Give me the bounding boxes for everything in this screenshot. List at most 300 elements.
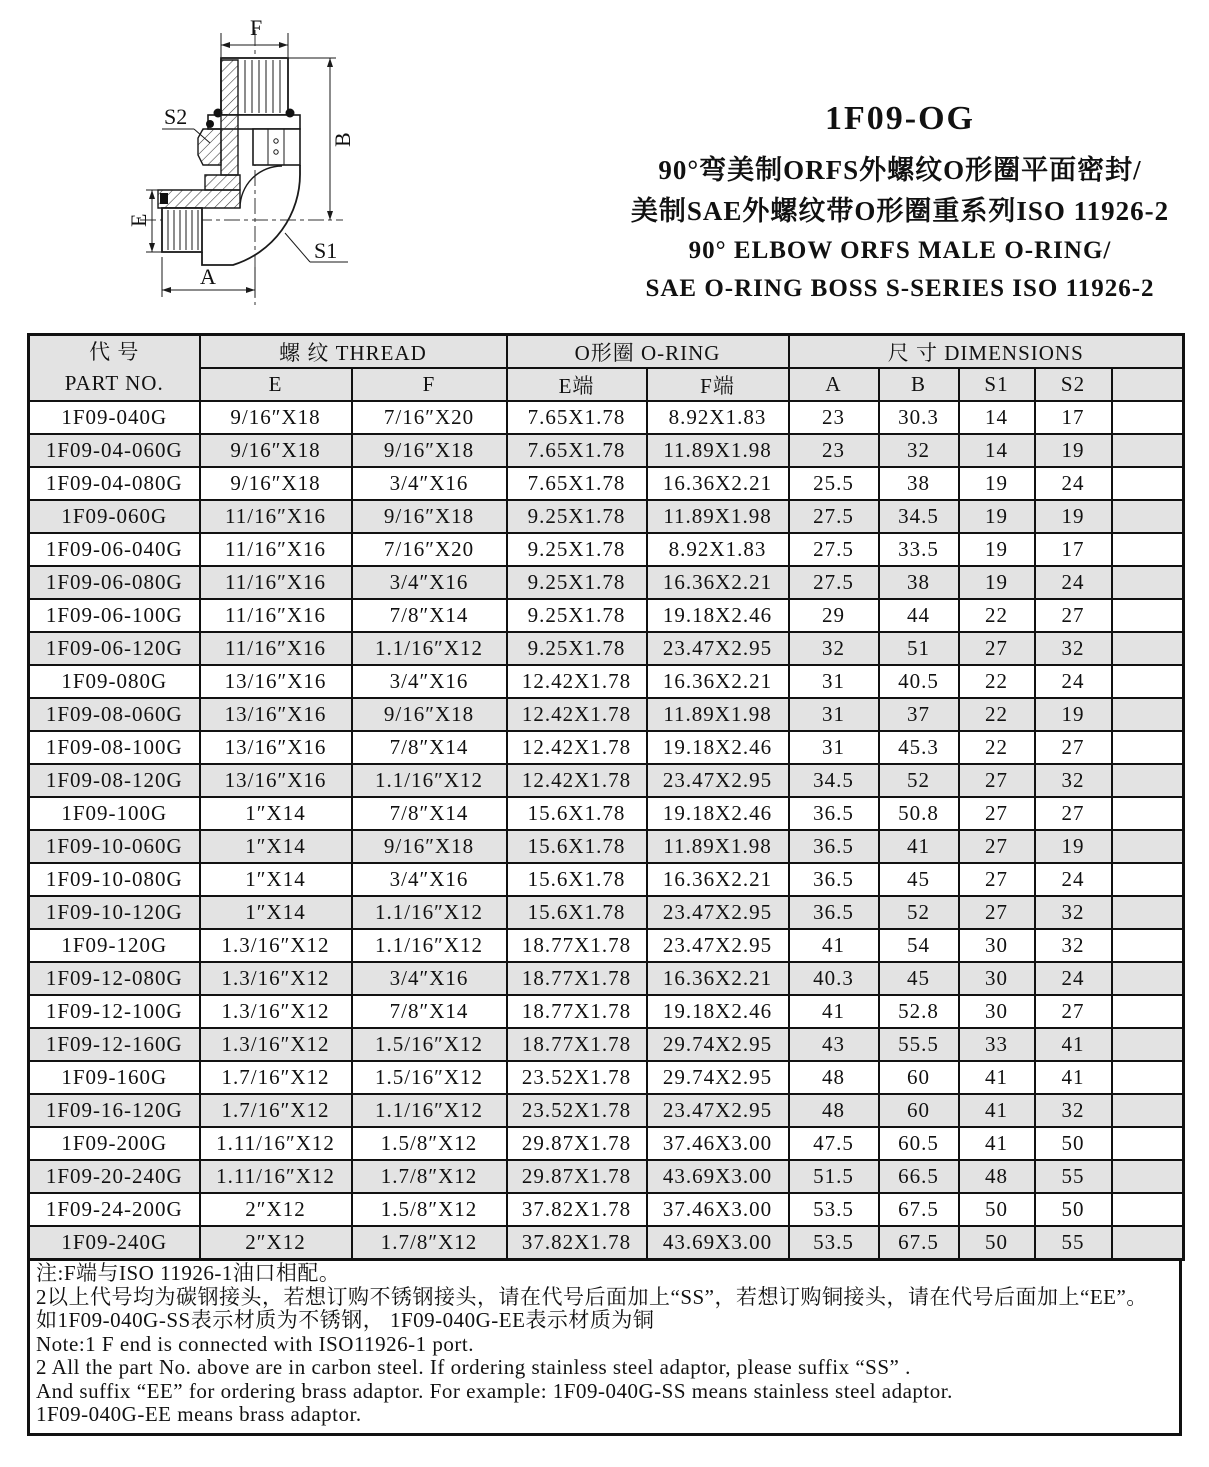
value-cell: 52 bbox=[879, 896, 959, 929]
title-chinese-line2: 美制SAE外螺纹带O形圈重系列ISO 11926-2 bbox=[630, 196, 1170, 226]
value-cell: 32 bbox=[1035, 896, 1112, 929]
value-cell: 7/8″X14 bbox=[352, 599, 507, 632]
value-cell: 19.18X2.46 bbox=[647, 599, 789, 632]
value-cell: 32 bbox=[1035, 1094, 1112, 1127]
value-cell: 24 bbox=[1035, 962, 1112, 995]
empty-cell bbox=[1112, 830, 1184, 863]
empty-cell bbox=[1112, 698, 1184, 731]
value-cell: 41 bbox=[789, 929, 879, 962]
value-cell: 9/16″X18 bbox=[352, 830, 507, 863]
dimension-table bbox=[27, 333, 1185, 1261]
value-cell: 51 bbox=[879, 632, 959, 665]
part-no-label-en: PART NO. bbox=[64, 371, 164, 395]
column-header-s2: S2 bbox=[1035, 368, 1112, 401]
table-row bbox=[29, 962, 1184, 995]
value-cell: 12.42X1.78 bbox=[507, 764, 647, 797]
value-cell: 50.8 bbox=[879, 797, 959, 830]
part-no-cell: 1F09-04-060G bbox=[29, 434, 200, 467]
value-cell: 1.5/16″X12 bbox=[352, 1028, 507, 1061]
value-cell: 31 bbox=[789, 731, 879, 764]
value-cell: 16.36X2.21 bbox=[647, 566, 789, 599]
value-cell: 50 bbox=[1035, 1127, 1112, 1160]
value-cell: 27 bbox=[959, 863, 1035, 896]
value-cell: 50 bbox=[1035, 1193, 1112, 1226]
value-cell: 11/16″X16 bbox=[200, 566, 352, 599]
value-cell: 52.8 bbox=[879, 995, 959, 1028]
value-cell: 48 bbox=[789, 1061, 879, 1094]
value-cell: 29.87X1.78 bbox=[507, 1127, 647, 1160]
value-cell: 30 bbox=[959, 929, 1035, 962]
value-cell: 36.5 bbox=[789, 797, 879, 830]
value-cell: 32 bbox=[879, 434, 959, 467]
value-cell: 9.25X1.78 bbox=[507, 533, 647, 566]
value-cell: 15.6X1.78 bbox=[507, 896, 647, 929]
value-cell: 37.46X3.00 bbox=[647, 1127, 789, 1160]
value-cell: 1.5/8″X12 bbox=[352, 1193, 507, 1226]
part-no-label-cn: 代 号 bbox=[89, 340, 140, 364]
value-cell: 1.5/16″X12 bbox=[352, 1061, 507, 1094]
value-cell: 9.25X1.78 bbox=[507, 500, 647, 533]
value-cell: 9/16″X18 bbox=[352, 500, 507, 533]
value-cell: 55 bbox=[1035, 1226, 1112, 1260]
empty-cell bbox=[1112, 1226, 1184, 1260]
value-cell: 27 bbox=[1035, 599, 1112, 632]
table-row bbox=[29, 731, 1184, 764]
value-cell: 19.18X2.46 bbox=[647, 797, 789, 830]
value-cell: 8.92X1.83 bbox=[647, 533, 789, 566]
value-cell: 14 bbox=[959, 434, 1035, 467]
value-cell: 50 bbox=[959, 1226, 1035, 1260]
value-cell: 30 bbox=[959, 995, 1035, 1028]
column-header-s1: S1 bbox=[959, 368, 1035, 401]
part-no-cell: 1F09-060G bbox=[29, 500, 200, 533]
column-header-e端: E端 bbox=[507, 368, 647, 401]
value-cell: 11.89X1.98 bbox=[647, 500, 789, 533]
value-cell: 38 bbox=[879, 467, 959, 500]
value-cell: 33.5 bbox=[879, 533, 959, 566]
value-cell: 17 bbox=[1035, 401, 1112, 434]
value-cell: 1″X14 bbox=[200, 830, 352, 863]
value-cell: 23.52X1.78 bbox=[507, 1061, 647, 1094]
table-row bbox=[29, 434, 1184, 467]
part-no-cell: 1F09-12-080G bbox=[29, 962, 200, 995]
part-series-number: 1F09-OG bbox=[825, 100, 975, 137]
value-cell: 19.18X2.46 bbox=[647, 995, 789, 1028]
table-row bbox=[29, 797, 1184, 830]
empty-cell bbox=[1112, 863, 1184, 896]
value-cell: 36.5 bbox=[789, 830, 879, 863]
value-cell: 32 bbox=[1035, 632, 1112, 665]
value-cell: 40.3 bbox=[789, 962, 879, 995]
value-cell: 22 bbox=[959, 599, 1035, 632]
value-cell: 7/16″X20 bbox=[352, 401, 507, 434]
dim-label-A: A bbox=[200, 264, 216, 289]
col-header-part-no bbox=[29, 335, 200, 402]
value-cell: 24 bbox=[1035, 665, 1112, 698]
value-cell: 22 bbox=[959, 698, 1035, 731]
value-cell: 23.47X2.95 bbox=[647, 929, 789, 962]
value-cell: 33 bbox=[959, 1028, 1035, 1061]
value-cell: 27.5 bbox=[789, 566, 879, 599]
part-no-cell: 1F09-08-120G bbox=[29, 764, 200, 797]
value-cell: 19 bbox=[959, 467, 1035, 500]
empty-cell bbox=[1112, 962, 1184, 995]
value-cell: 41 bbox=[959, 1061, 1035, 1094]
note-line: And suffix “EE” for ordering brass adaptor. For example: 1F09-040G-SS means stainless steel adaptor. bbox=[36, 1379, 953, 1403]
value-cell: 11.89X1.98 bbox=[647, 698, 789, 731]
value-cell: 17 bbox=[1035, 533, 1112, 566]
note-line: Note:1 F end is connected with ISO11926-1 port. bbox=[36, 1332, 474, 1356]
value-cell: 1.3/16″X12 bbox=[200, 962, 352, 995]
value-cell: 1.1/16″X12 bbox=[352, 896, 507, 929]
value-cell: 37.82X1.78 bbox=[507, 1193, 647, 1226]
value-cell: 55.5 bbox=[879, 1028, 959, 1061]
value-cell: 3/4″X16 bbox=[352, 566, 507, 599]
empty-cell bbox=[1112, 731, 1184, 764]
elbow-fitting-svg bbox=[100, 5, 520, 335]
table-row bbox=[29, 698, 1184, 731]
value-cell: 1.7/16″X12 bbox=[200, 1061, 352, 1094]
column-header-e: E bbox=[200, 368, 352, 401]
table-row bbox=[29, 1028, 1184, 1061]
value-cell: 7.65X1.78 bbox=[507, 434, 647, 467]
empty-cell bbox=[1112, 1061, 1184, 1094]
value-cell: 16.36X2.21 bbox=[647, 863, 789, 896]
section-wall-step bbox=[205, 175, 240, 190]
part-no-cell: 1F09-06-100G bbox=[29, 599, 200, 632]
part-no-cell: 1F09-12-160G bbox=[29, 1028, 200, 1061]
value-cell: 31 bbox=[789, 698, 879, 731]
empty-cell bbox=[1112, 995, 1184, 1028]
value-cell: 18.77X1.78 bbox=[507, 995, 647, 1028]
empty-cell bbox=[1112, 500, 1184, 533]
value-cell: 7/8″X14 bbox=[352, 797, 507, 830]
dim-label-S1: S1 bbox=[314, 238, 338, 263]
value-cell: 45.3 bbox=[879, 731, 959, 764]
value-cell: 7.65X1.78 bbox=[507, 467, 647, 500]
column-header-a: A bbox=[789, 368, 879, 401]
value-cell: 23.52X1.78 bbox=[507, 1094, 647, 1127]
value-cell: 41 bbox=[789, 995, 879, 1028]
part-no-cell: 1F09-08-100G bbox=[29, 731, 200, 764]
value-cell: 13/16″X16 bbox=[200, 731, 352, 764]
value-cell: 60.5 bbox=[879, 1127, 959, 1160]
value-cell: 41 bbox=[959, 1127, 1035, 1160]
value-cell: 36.5 bbox=[789, 863, 879, 896]
value-cell: 23.47X2.95 bbox=[647, 896, 789, 929]
value-cell: 9.25X1.78 bbox=[507, 632, 647, 665]
table-row bbox=[29, 896, 1184, 929]
value-cell: 7/8″X14 bbox=[352, 731, 507, 764]
empty-cell bbox=[1112, 566, 1184, 599]
part-no-cell: 1F09-04-080G bbox=[29, 467, 200, 500]
o-ring-wing bbox=[206, 120, 214, 128]
value-cell: 29.87X1.78 bbox=[507, 1160, 647, 1193]
value-cell: 16.36X2.21 bbox=[647, 467, 789, 500]
value-cell: 19 bbox=[959, 500, 1035, 533]
value-cell: 14 bbox=[959, 401, 1035, 434]
note-line: 2以上代号均为碳钢接头，若想订购不锈钢接头，请在代号后面加上“SS”，若想订购铜接头，请在代号后面加上“EE”。 bbox=[36, 1285, 1148, 1309]
value-cell: 40.5 bbox=[879, 665, 959, 698]
value-cell: 15.6X1.78 bbox=[507, 863, 647, 896]
table-row bbox=[29, 500, 1184, 533]
value-cell: 32 bbox=[1035, 929, 1112, 962]
value-cell: 41 bbox=[959, 1094, 1035, 1127]
value-cell: 3/4″X16 bbox=[352, 863, 507, 896]
part-no-cell: 1F09-100G bbox=[29, 797, 200, 830]
value-cell: 13/16″X16 bbox=[200, 764, 352, 797]
value-cell: 34.5 bbox=[879, 500, 959, 533]
empty-cell bbox=[1112, 1094, 1184, 1127]
value-cell: 55 bbox=[1035, 1160, 1112, 1193]
value-cell: 27 bbox=[959, 632, 1035, 665]
value-cell: 67.5 bbox=[879, 1193, 959, 1226]
value-cell: 1.1/16″X12 bbox=[352, 632, 507, 665]
table-row bbox=[29, 599, 1184, 632]
value-cell: 25.5 bbox=[789, 467, 879, 500]
table-row bbox=[29, 863, 1184, 896]
value-cell: 27 bbox=[959, 797, 1035, 830]
table-row bbox=[29, 1160, 1184, 1193]
value-cell: 7/16″X20 bbox=[352, 533, 507, 566]
value-cell: 13/16″X16 bbox=[200, 665, 352, 698]
empty-cell bbox=[1112, 896, 1184, 929]
value-cell: 9.25X1.78 bbox=[507, 566, 647, 599]
part-no-cell: 1F09-200G bbox=[29, 1127, 200, 1160]
value-cell: 9/16″X18 bbox=[352, 698, 507, 731]
value-cell: 30 bbox=[959, 962, 1035, 995]
value-cell: 3/4″X16 bbox=[352, 665, 507, 698]
value-cell: 47.5 bbox=[789, 1127, 879, 1160]
value-cell: 3/4″X16 bbox=[352, 467, 507, 500]
dim-label-F: F bbox=[250, 15, 263, 40]
value-cell: 29 bbox=[789, 599, 879, 632]
part-no-cell: 1F09-10-060G bbox=[29, 830, 200, 863]
title-english-line2: SAE O-RING BOSS S-SERIES ISO 11926-2 bbox=[645, 275, 1155, 302]
value-cell: 16.36X2.21 bbox=[647, 962, 789, 995]
value-cell: 19.18X2.46 bbox=[647, 731, 789, 764]
table-row bbox=[29, 1094, 1184, 1127]
o-ring-right bbox=[286, 109, 295, 118]
part-no-cell: 1F09-16-120G bbox=[29, 1094, 200, 1127]
value-cell: 9/16″X18 bbox=[200, 467, 352, 500]
value-cell: 13/16″X16 bbox=[200, 698, 352, 731]
value-cell: 23.47X2.95 bbox=[647, 764, 789, 797]
value-cell: 2″X12 bbox=[200, 1193, 352, 1226]
value-cell: 31 bbox=[789, 665, 879, 698]
section-wall-vertical bbox=[221, 60, 238, 175]
value-cell: 67.5 bbox=[879, 1226, 959, 1260]
value-cell: 66.5 bbox=[879, 1160, 959, 1193]
value-cell: 3/4″X16 bbox=[352, 962, 507, 995]
empty-cell bbox=[1112, 665, 1184, 698]
value-cell: 24 bbox=[1035, 863, 1112, 896]
value-cell: 9/16″X18 bbox=[200, 434, 352, 467]
empty-cell bbox=[1112, 1028, 1184, 1061]
value-cell: 15.6X1.78 bbox=[507, 797, 647, 830]
table-row bbox=[29, 929, 1184, 962]
value-cell: 24 bbox=[1035, 467, 1112, 500]
value-cell: 27 bbox=[959, 896, 1035, 929]
table-row bbox=[29, 830, 1184, 863]
value-cell: 7.65X1.78 bbox=[507, 401, 647, 434]
column-header-f端: F端 bbox=[647, 368, 789, 401]
value-cell: 60 bbox=[879, 1061, 959, 1094]
dim-label-S2: S2 bbox=[164, 104, 188, 129]
empty-cell bbox=[1112, 1193, 1184, 1226]
value-cell: 19 bbox=[1035, 500, 1112, 533]
table-row bbox=[29, 1127, 1184, 1160]
col-header-oring: O形圈 O-RING bbox=[507, 335, 789, 369]
table-row bbox=[29, 1061, 1184, 1094]
part-no-cell: 1F09-06-120G bbox=[29, 632, 200, 665]
dim-label-E: E bbox=[126, 213, 151, 227]
value-cell: 41 bbox=[879, 830, 959, 863]
table-row bbox=[29, 467, 1184, 500]
value-cell: 12.42X1.78 bbox=[507, 731, 647, 764]
value-cell: 11/16″X16 bbox=[200, 632, 352, 665]
dimension-table-wrap bbox=[27, 333, 1182, 1261]
value-cell: 53.5 bbox=[789, 1226, 879, 1260]
value-cell: 44 bbox=[879, 599, 959, 632]
part-no-cell: 1F09-10-120G bbox=[29, 896, 200, 929]
value-cell: 43 bbox=[789, 1028, 879, 1061]
empty-cell bbox=[1112, 797, 1184, 830]
value-cell: 1″X14 bbox=[200, 797, 352, 830]
part-no-cell: 1F09-160G bbox=[29, 1061, 200, 1094]
value-cell: 18.77X1.78 bbox=[507, 929, 647, 962]
part-no-cell: 1F09-080G bbox=[29, 665, 200, 698]
column-header-f: F bbox=[352, 368, 507, 401]
table-row bbox=[29, 632, 1184, 665]
value-cell: 34.5 bbox=[789, 764, 879, 797]
note-line: 1F09-040G-EE means brass adaptor. bbox=[36, 1403, 362, 1426]
part-no-cell: 1F09-12-100G bbox=[29, 995, 200, 1028]
value-cell: 45 bbox=[879, 863, 959, 896]
value-cell: 43.69X3.00 bbox=[647, 1226, 789, 1260]
value-cell: 1.11/16″X12 bbox=[200, 1160, 352, 1193]
part-no-cell: 1F09-10-080G bbox=[29, 863, 200, 896]
value-cell: 18.77X1.78 bbox=[507, 962, 647, 995]
value-cell: 1.3/16″X12 bbox=[200, 1028, 352, 1061]
empty-cell bbox=[1112, 434, 1184, 467]
table-row bbox=[29, 1226, 1184, 1260]
value-cell: 27.5 bbox=[789, 500, 879, 533]
elbow-bore-curve bbox=[240, 166, 282, 208]
value-cell: 11/16″X16 bbox=[200, 533, 352, 566]
value-cell: 1.3/16″X12 bbox=[200, 995, 352, 1028]
value-cell: 27 bbox=[1035, 995, 1112, 1028]
empty-cell bbox=[1112, 1160, 1184, 1193]
value-cell: 53.5 bbox=[789, 1193, 879, 1226]
value-cell: 11.89X1.98 bbox=[647, 830, 789, 863]
value-cell: 23.47X2.95 bbox=[647, 1094, 789, 1127]
value-cell: 36.5 bbox=[789, 896, 879, 929]
part-no-cell: 1F09-120G bbox=[29, 929, 200, 962]
value-cell: 19 bbox=[1035, 830, 1112, 863]
table-row bbox=[29, 533, 1184, 566]
part-no-cell: 1F09-20-240G bbox=[29, 1160, 200, 1193]
value-cell: 37 bbox=[879, 698, 959, 731]
value-cell: 23 bbox=[789, 401, 879, 434]
elbow-fitting-drawing bbox=[100, 5, 520, 335]
value-cell: 11/16″X16 bbox=[200, 500, 352, 533]
group-header-row bbox=[29, 335, 1184, 369]
value-cell: 23.47X2.95 bbox=[647, 632, 789, 665]
title-chinese-line1: 90°弯美制ORFS外螺纹O形圈平面密封/ bbox=[658, 155, 1142, 185]
value-cell: 9.25X1.78 bbox=[507, 599, 647, 632]
value-cell: 32 bbox=[789, 632, 879, 665]
value-cell: 12.42X1.78 bbox=[507, 698, 647, 731]
value-cell: 50 bbox=[959, 1193, 1035, 1226]
table-row bbox=[29, 995, 1184, 1028]
empty-cell bbox=[1112, 467, 1184, 500]
section-hex-wing-s2 bbox=[198, 129, 221, 165]
value-cell: 37.82X1.78 bbox=[507, 1226, 647, 1260]
value-cell: 52 bbox=[879, 764, 959, 797]
note-line: 注:F端与ISO 11926-1油口相配。 bbox=[36, 1262, 341, 1285]
value-cell: 41 bbox=[1035, 1061, 1112, 1094]
empty-cell bbox=[1112, 599, 1184, 632]
value-cell: 43.69X3.00 bbox=[647, 1160, 789, 1193]
value-cell: 60 bbox=[879, 1094, 959, 1127]
value-cell: 24 bbox=[1035, 566, 1112, 599]
part-no-cell: 1F09-06-080G bbox=[29, 566, 200, 599]
value-cell: 37.46X3.00 bbox=[647, 1193, 789, 1226]
table-row bbox=[29, 566, 1184, 599]
value-cell: 54 bbox=[879, 929, 959, 962]
col-header-dimensions: 尺 寸 DIMENSIONS bbox=[789, 335, 1184, 369]
value-cell: 9/16″X18 bbox=[200, 401, 352, 434]
column-header-b: B bbox=[879, 368, 959, 401]
hex-nut bbox=[253, 129, 300, 165]
o-ring-square-e-end bbox=[160, 193, 168, 204]
value-cell: 23 bbox=[789, 434, 879, 467]
table-row bbox=[29, 1193, 1184, 1226]
value-cell: 15.6X1.78 bbox=[507, 830, 647, 863]
sub-header-row bbox=[29, 368, 1184, 401]
value-cell: 51.5 bbox=[789, 1160, 879, 1193]
table-row bbox=[29, 665, 1184, 698]
value-cell: 41 bbox=[1035, 1028, 1112, 1061]
value-cell: 45 bbox=[879, 962, 959, 995]
value-cell: 8.92X1.83 bbox=[647, 401, 789, 434]
value-cell: 19 bbox=[1035, 698, 1112, 731]
value-cell: 12.42X1.78 bbox=[507, 665, 647, 698]
value-cell: 32 bbox=[1035, 764, 1112, 797]
empty-cell bbox=[1112, 929, 1184, 962]
empty-cell bbox=[1112, 764, 1184, 797]
section-wall-horizontal bbox=[158, 190, 240, 208]
value-cell: 1.7/16″X12 bbox=[200, 1094, 352, 1127]
value-cell: 27 bbox=[1035, 797, 1112, 830]
value-cell: 1.1/16″X12 bbox=[352, 1094, 507, 1127]
value-cell: 1.1/16″X12 bbox=[352, 764, 507, 797]
empty-cell bbox=[1112, 1127, 1184, 1160]
value-cell: 22 bbox=[959, 731, 1035, 764]
value-cell: 1.11/16″X12 bbox=[200, 1127, 352, 1160]
note-line: 2 All the part No. above are in carbon steel. If ordering stainless steel adaptor, please suffix “SS” . bbox=[36, 1356, 911, 1379]
value-cell: 19 bbox=[959, 533, 1035, 566]
value-cell: 1.5/8″X12 bbox=[352, 1127, 507, 1160]
table-row bbox=[29, 401, 1184, 434]
value-cell: 2″X12 bbox=[200, 1226, 352, 1260]
value-cell: 29.74X2.95 bbox=[647, 1061, 789, 1094]
value-cell: 1.7/8″X12 bbox=[352, 1226, 507, 1260]
part-no-cell: 1F09-24-200G bbox=[29, 1193, 200, 1226]
note-line: 如1F09-040G-SS表示材质为不锈钢， 1F09-040G-EE表示材质为铜 bbox=[36, 1309, 655, 1332]
value-cell: 29.74X2.95 bbox=[647, 1028, 789, 1061]
